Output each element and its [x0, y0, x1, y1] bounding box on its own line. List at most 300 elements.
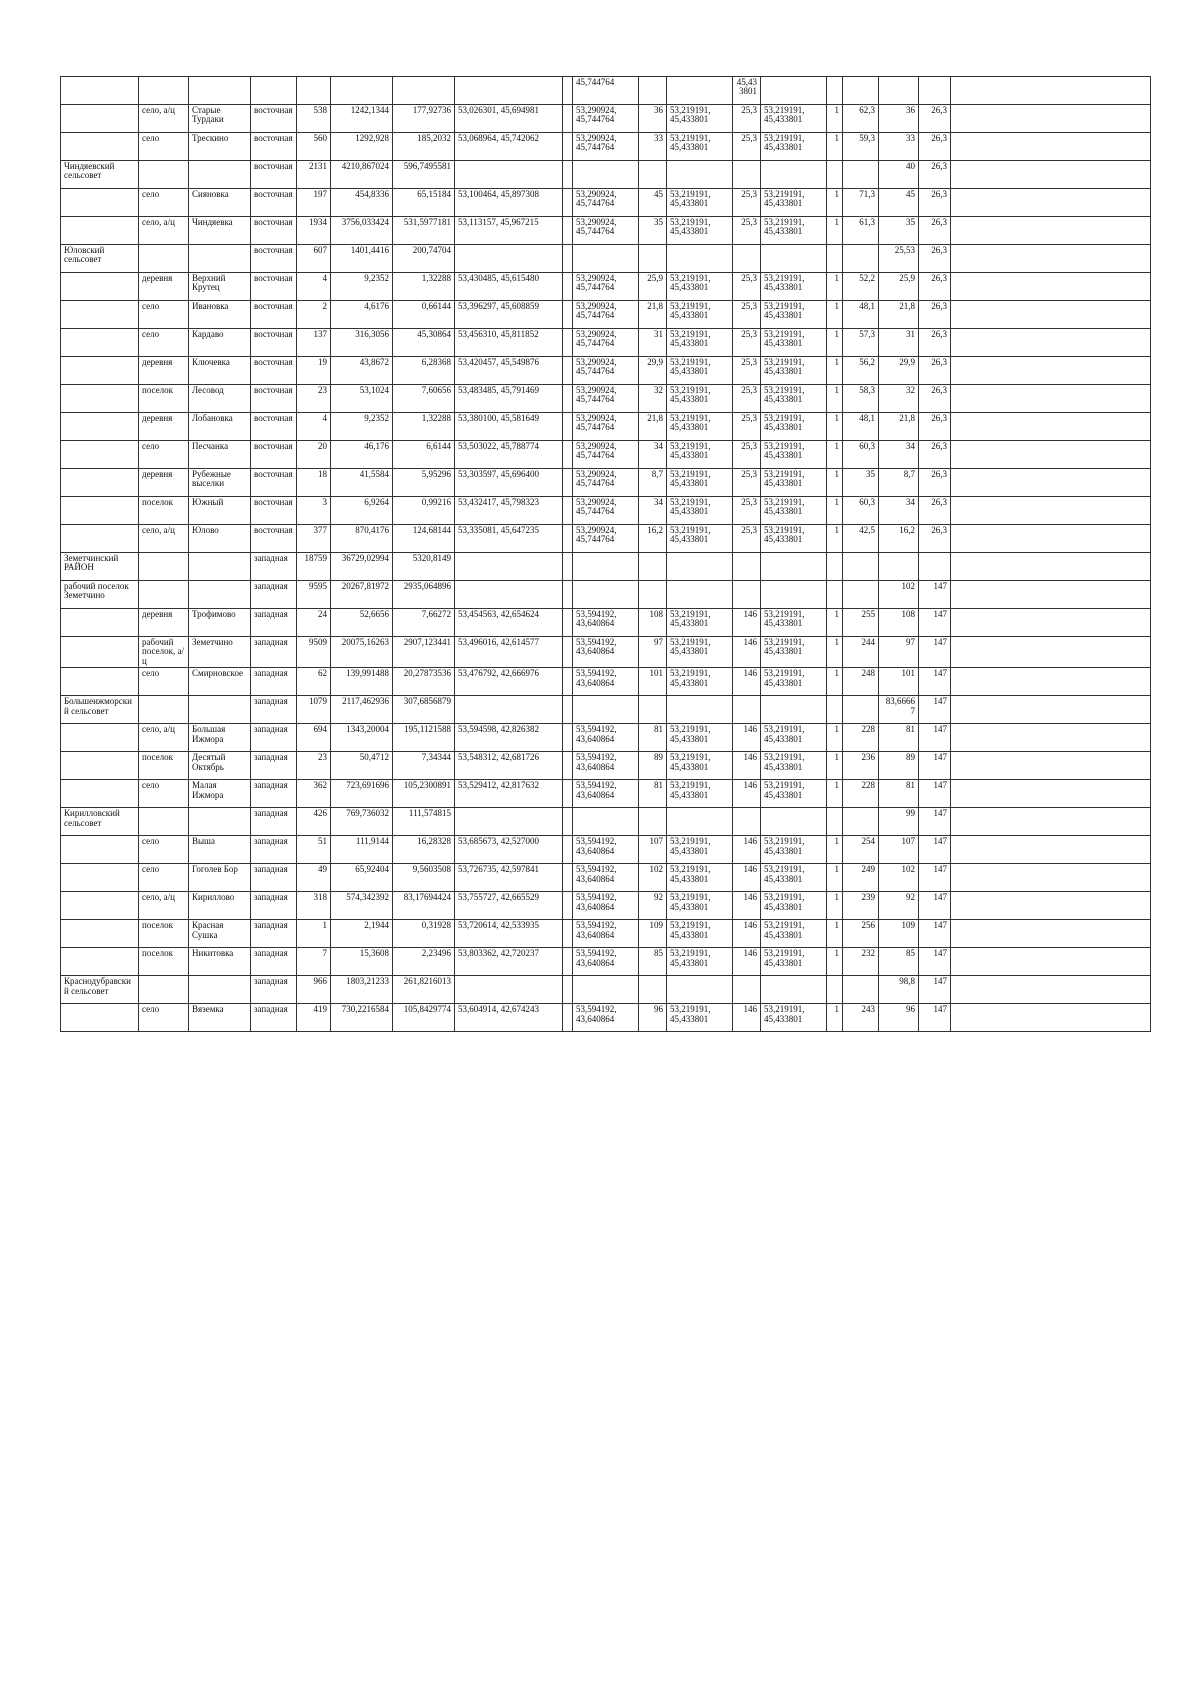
table-cell [733, 581, 761, 609]
table-cell: западная [251, 724, 297, 752]
table-cell [639, 696, 667, 724]
table-cell: 41,5584 [331, 469, 393, 497]
table-cell: село [139, 780, 189, 808]
table-cell: 25,3 [733, 105, 761, 133]
table-row [61, 245, 1151, 273]
table-cell: Ключевка [189, 357, 251, 385]
table-cell: 147 [919, 609, 951, 637]
table-cell [639, 581, 667, 609]
table-cell: западная [251, 696, 297, 724]
table-cell [189, 553, 251, 581]
table-cell [563, 724, 573, 752]
table-cell [61, 920, 139, 948]
table-cell: 102 [879, 581, 919, 609]
table-cell: 81 [879, 780, 919, 808]
table-cell: 23 [297, 385, 331, 413]
table-cell: 53,219191, 45,433801 [761, 385, 827, 413]
table-cell: 111,9144 [331, 836, 393, 864]
table-cell: 53,219191, 45,433801 [667, 301, 733, 329]
table-cell: Рубежные выселки [189, 469, 251, 497]
table-cell: 4 [297, 413, 331, 441]
table-cell: 21,8 [879, 301, 919, 329]
table-row [61, 329, 1151, 357]
table-cell [563, 77, 573, 105]
table-cell: 1 [827, 724, 843, 752]
table-cell [563, 609, 573, 637]
table-cell: 18 [297, 469, 331, 497]
table-cell: 26,3 [919, 357, 951, 385]
table-cell: 21,8 [639, 413, 667, 441]
table-cell [563, 413, 573, 441]
table-cell: 9,2352 [331, 413, 393, 441]
table-cell [61, 105, 139, 133]
table-cell: 4210,867024 [331, 161, 393, 189]
table-cell: 248 [843, 668, 879, 696]
table-row [61, 469, 1151, 497]
table-cell: 2 [297, 301, 331, 329]
table-cell: 53,219191, 45,433801 [667, 752, 733, 780]
table-cell [843, 161, 879, 189]
table-cell [639, 976, 667, 1004]
table-cell: западная [251, 609, 297, 637]
table-cell [61, 77, 139, 105]
table-cell: 53,432417, 45,798323 [455, 497, 563, 525]
table-cell: восточная [251, 441, 297, 469]
table-cell: 25,3 [733, 497, 761, 525]
table-cell: 53,219191, 45,433801 [667, 497, 733, 525]
table-cell: западная [251, 752, 297, 780]
table-cell: 108 [639, 609, 667, 637]
table-cell [61, 217, 139, 245]
table-cell: 107 [879, 836, 919, 864]
table-cell: 966 [297, 976, 331, 1004]
table-cell [139, 808, 189, 836]
table-cell: 53,430485, 45,615480 [455, 273, 563, 301]
table-cell: 1 [827, 301, 843, 329]
table-cell [951, 413, 1151, 441]
table-cell: 185,2032 [393, 133, 455, 161]
table-cell: 36 [639, 105, 667, 133]
table-cell: 25,3 [733, 357, 761, 385]
table-cell [761, 808, 827, 836]
table-cell [563, 189, 573, 217]
table-cell [563, 133, 573, 161]
table-cell: 53,219191, 45,433801 [667, 668, 733, 696]
table-cell: Вяземка [189, 1004, 251, 1032]
table-cell: 25,3 [733, 413, 761, 441]
table-cell [951, 724, 1151, 752]
table-cell: 89 [639, 752, 667, 780]
table-cell: 243 [843, 1004, 879, 1032]
table-cell [393, 77, 455, 105]
table-row [61, 948, 1151, 976]
table-cell: 53,219191, 45,433801 [761, 413, 827, 441]
table-row [61, 920, 1151, 948]
table-cell: восточная [251, 273, 297, 301]
table-cell: 53,219191, 45,433801 [761, 864, 827, 892]
table-cell: 81 [639, 780, 667, 808]
table-cell: 147 [919, 808, 951, 836]
table-cell: 2907,123441 [393, 637, 455, 668]
table-cell: село, а/ц [139, 105, 189, 133]
table-cell: 53,755727, 42,665529 [455, 892, 563, 920]
table-row [61, 836, 1151, 864]
table-cell: 239 [843, 892, 879, 920]
table-cell: Юловский сельсовет [61, 245, 139, 273]
table-cell: село, а/ц [139, 525, 189, 553]
table-cell [61, 892, 139, 920]
table-cell: село [139, 864, 189, 892]
table-cell: поселок [139, 497, 189, 525]
table-row [61, 808, 1151, 836]
table-cell: 53,219191, 45,433801 [761, 920, 827, 948]
table-cell: 83,66667 [879, 696, 919, 724]
table-cell: Старые Турдаки [189, 105, 251, 133]
table-cell [563, 245, 573, 273]
table-cell: 1 [827, 836, 843, 864]
table-cell [667, 976, 733, 1004]
table-cell: западная [251, 1004, 297, 1032]
table-cell: 34 [879, 441, 919, 469]
table-cell: 200,74704 [393, 245, 455, 273]
table-cell: 33 [639, 133, 667, 161]
table-cell: 53,594192, 43,640864 [573, 892, 639, 920]
table-cell: 53,219191, 45,433801 [761, 892, 827, 920]
table-cell: 147 [919, 696, 951, 724]
table-cell: 51 [297, 836, 331, 864]
table-cell: 53,290924, 45,744764 [573, 441, 639, 469]
table-cell: деревня [139, 413, 189, 441]
table-cell: 26,3 [919, 161, 951, 189]
table-cell: 35 [879, 217, 919, 245]
table-cell [733, 245, 761, 273]
table-row [61, 696, 1151, 724]
table-cell [563, 668, 573, 696]
table-cell: Лобановка [189, 413, 251, 441]
table-cell: 454,8336 [331, 189, 393, 217]
table-cell: 146 [733, 1004, 761, 1032]
table-cell: 53,290924, 45,744764 [573, 357, 639, 385]
table-cell [61, 637, 139, 668]
table-cell: 53,483485, 45,791469 [455, 385, 563, 413]
table-cell [951, 553, 1151, 581]
table-cell: 25,3 [733, 441, 761, 469]
table-cell: 53,219191, 45,433801 [761, 948, 827, 976]
table-cell: 21,8 [639, 301, 667, 329]
table-cell: 249 [843, 864, 879, 892]
table-cell [761, 581, 827, 609]
table-cell: 147 [919, 780, 951, 808]
table-row [61, 133, 1151, 161]
table-cell [563, 161, 573, 189]
table-cell: западная [251, 976, 297, 1004]
table-cell [761, 245, 827, 273]
table-cell: 26,3 [919, 273, 951, 301]
table-cell: 53,219191, 45,433801 [667, 525, 733, 553]
table-cell: 65,92404 [331, 864, 393, 892]
table-cell: западная [251, 892, 297, 920]
table-cell [951, 920, 1151, 948]
table-body [61, 77, 1151, 1032]
table-row [61, 668, 1151, 696]
table-cell: Южный [189, 497, 251, 525]
table-cell: 1 [827, 357, 843, 385]
table-cell: 147 [919, 637, 951, 668]
table-cell: село, а/ц [139, 892, 189, 920]
table-cell: восточная [251, 357, 297, 385]
table-cell: 1 [827, 385, 843, 413]
table-cell: 4,6176 [331, 301, 393, 329]
table-cell: 147 [919, 1004, 951, 1032]
table-cell: 147 [919, 836, 951, 864]
table-cell: 1,32288 [393, 413, 455, 441]
table-cell [843, 245, 879, 273]
table-cell: 50,4712 [331, 752, 393, 780]
table-cell: 45 [639, 189, 667, 217]
table-cell [455, 553, 563, 581]
table-cell [573, 696, 639, 724]
table-cell: 228 [843, 780, 879, 808]
table-cell: 53,219191, 45,433801 [761, 357, 827, 385]
table-cell: 35 [639, 217, 667, 245]
table-cell: 53,594192, 43,640864 [573, 780, 639, 808]
table-cell: Юлово [189, 525, 251, 553]
table-cell: восточная [251, 189, 297, 217]
table-cell: 53,219191, 45,433801 [667, 469, 733, 497]
table-cell: 101 [639, 668, 667, 696]
table-row [61, 441, 1151, 469]
table-cell: 43,8672 [331, 357, 393, 385]
table-cell [61, 525, 139, 553]
table-cell: 53,335081, 45,647235 [455, 525, 563, 553]
table-cell: восточная [251, 161, 297, 189]
table-cell [139, 77, 189, 105]
table-cell: Краснодубравский сельсовет [61, 976, 139, 1004]
table-cell: 146 [733, 609, 761, 637]
table-cell: 34 [639, 497, 667, 525]
table-cell [563, 553, 573, 581]
table-cell [951, 217, 1151, 245]
table-cell [951, 161, 1151, 189]
table-cell [733, 976, 761, 1004]
table-cell [919, 553, 951, 581]
table-row [61, 752, 1151, 780]
table-cell [733, 161, 761, 189]
table-cell: село [139, 836, 189, 864]
table-cell: 53,396297, 45,608859 [455, 301, 563, 329]
table-cell: 53,068964, 45,742062 [455, 133, 563, 161]
table-cell: 85 [879, 948, 919, 976]
table-cell: 694 [297, 724, 331, 752]
table-row [61, 581, 1151, 609]
table-cell: село [139, 133, 189, 161]
table-cell [951, 948, 1151, 976]
table-cell: 53,219191, 45,433801 [761, 637, 827, 668]
table-cell: 20267,81972 [331, 581, 393, 609]
table-cell [827, 808, 843, 836]
table-cell: 8,7 [639, 469, 667, 497]
table-cell: 53,604914, 42,674243 [455, 1004, 563, 1032]
table-cell: 9,5603508 [393, 864, 455, 892]
table-cell: 53,219191, 45,433801 [667, 441, 733, 469]
table-cell: 53,219191, 45,433801 [667, 273, 733, 301]
table-cell: 124,68144 [393, 525, 455, 553]
table-cell: 53,290924, 45,744764 [573, 217, 639, 245]
table-cell: Никитовка [189, 948, 251, 976]
table-cell: 146 [733, 864, 761, 892]
table-cell [455, 581, 563, 609]
table-cell [827, 696, 843, 724]
table-cell: Трескино [189, 133, 251, 161]
table-cell: 53,113157, 45,967215 [455, 217, 563, 245]
table-cell [667, 696, 733, 724]
table-cell: рабочий поселок, а/ц [139, 637, 189, 668]
table-cell: 147 [919, 724, 951, 752]
table-cell: 177,92736 [393, 105, 455, 133]
table-row [61, 357, 1151, 385]
table-cell: 1 [827, 609, 843, 637]
table-cell: 26,3 [919, 441, 951, 469]
table-cell: 45,30864 [393, 329, 455, 357]
table-cell: 596,7495581 [393, 161, 455, 189]
table-cell: село, а/ц [139, 217, 189, 245]
table-cell: 1401,4416 [331, 245, 393, 273]
table-cell [667, 77, 733, 105]
table-cell [761, 77, 827, 105]
table-cell [189, 161, 251, 189]
table-cell: 40 [879, 161, 919, 189]
table-cell: 42,5 [843, 525, 879, 553]
table-cell: 607 [297, 245, 331, 273]
table-cell: Ивановка [189, 301, 251, 329]
table-cell: Кардаво [189, 329, 251, 357]
table-cell: 26,3 [919, 497, 951, 525]
table-cell: 65,15184 [393, 189, 455, 217]
table-cell: 99 [879, 808, 919, 836]
table-cell: 26,3 [919, 329, 951, 357]
table-cell [667, 161, 733, 189]
table-cell [951, 133, 1151, 161]
table-cell: 2131 [297, 161, 331, 189]
table-cell: 23 [297, 752, 331, 780]
table-cell [563, 836, 573, 864]
table-cell: 1 [827, 948, 843, 976]
table-cell: западная [251, 780, 297, 808]
table-cell: 25,9 [639, 273, 667, 301]
table-cell: 139,991488 [331, 668, 393, 696]
table-cell: 45 [879, 189, 919, 217]
table-cell: 53,594192, 43,640864 [573, 668, 639, 696]
table-cell: 53,290924, 45,744764 [573, 105, 639, 133]
table-cell: 31 [879, 329, 919, 357]
table-cell [951, 189, 1151, 217]
table-cell: Большая Ижмора [189, 724, 251, 752]
table-cell: 25,3 [733, 329, 761, 357]
table-cell: 146 [733, 836, 761, 864]
table-cell: 137 [297, 329, 331, 357]
table-cell: Чиндяевский сельсовет [61, 161, 139, 189]
table-cell: 24 [297, 609, 331, 637]
table-cell: 97 [639, 637, 667, 668]
table-cell: 53,219191, 45,433801 [667, 637, 733, 668]
table-cell: Большеижморский сельсовет [61, 696, 139, 724]
table-cell [61, 668, 139, 696]
table-cell: 1079 [297, 696, 331, 724]
table-cell: западная [251, 920, 297, 948]
table-cell: 53,219191, 45,433801 [667, 948, 733, 976]
table-cell: 53,594598, 42,826382 [455, 724, 563, 752]
table-cell: 57,3 [843, 329, 879, 357]
table-cell [563, 892, 573, 920]
table-cell: поселок [139, 752, 189, 780]
table-cell: 46,176 [331, 441, 393, 469]
table-cell: восточная [251, 329, 297, 357]
table-cell [61, 752, 139, 780]
table-cell [879, 553, 919, 581]
table-cell [61, 497, 139, 525]
table-cell: восточная [251, 301, 297, 329]
table-cell: 53,219191, 45,433801 [667, 920, 733, 948]
table-cell: 9509 [297, 637, 331, 668]
table-cell: 25,3 [733, 385, 761, 413]
table-cell [139, 161, 189, 189]
table-cell [61, 301, 139, 329]
table-cell: 53,219191, 45,433801 [761, 752, 827, 780]
table-cell: 60,3 [843, 441, 879, 469]
table-row [61, 273, 1151, 301]
table-cell: 25,3 [733, 469, 761, 497]
table-cell [827, 245, 843, 273]
table-cell: 25,3 [733, 525, 761, 553]
table-cell [61, 948, 139, 976]
table-cell: поселок [139, 948, 189, 976]
table-cell: 147 [919, 752, 951, 780]
table-cell: 105,8429774 [393, 1004, 455, 1032]
table-cell [563, 808, 573, 836]
table-row [61, 525, 1151, 553]
table-cell: Выша [189, 836, 251, 864]
table-cell: 53,420457, 45,549876 [455, 357, 563, 385]
table-cell: 146 [733, 752, 761, 780]
table-cell [951, 273, 1151, 301]
table-cell: 71,3 [843, 189, 879, 217]
table-cell: 85 [639, 948, 667, 976]
table-cell: Смирновское [189, 668, 251, 696]
table-cell [951, 892, 1151, 920]
table-cell [667, 245, 733, 273]
table-cell: 1 [827, 1004, 843, 1032]
table-cell [573, 581, 639, 609]
table-cell: восточная [251, 105, 297, 133]
table-cell: Красная Сушка [189, 920, 251, 948]
table-cell: 870,4176 [331, 525, 393, 553]
table-cell [563, 581, 573, 609]
table-cell: 53,219191, 45,433801 [667, 217, 733, 245]
table-cell [455, 808, 563, 836]
table-cell: 1 [827, 441, 843, 469]
table-cell [843, 553, 879, 581]
table-cell: восточная [251, 497, 297, 525]
table-cell: 236 [843, 752, 879, 780]
table-cell: 232 [843, 948, 879, 976]
table-cell: 53,290924, 45,744764 [573, 469, 639, 497]
table-cell [951, 637, 1151, 668]
table-cell [139, 976, 189, 1004]
table-cell: 7 [297, 948, 331, 976]
table-row [61, 161, 1151, 189]
table-cell: село [139, 189, 189, 217]
table-cell: 53,219191, 45,433801 [761, 217, 827, 245]
